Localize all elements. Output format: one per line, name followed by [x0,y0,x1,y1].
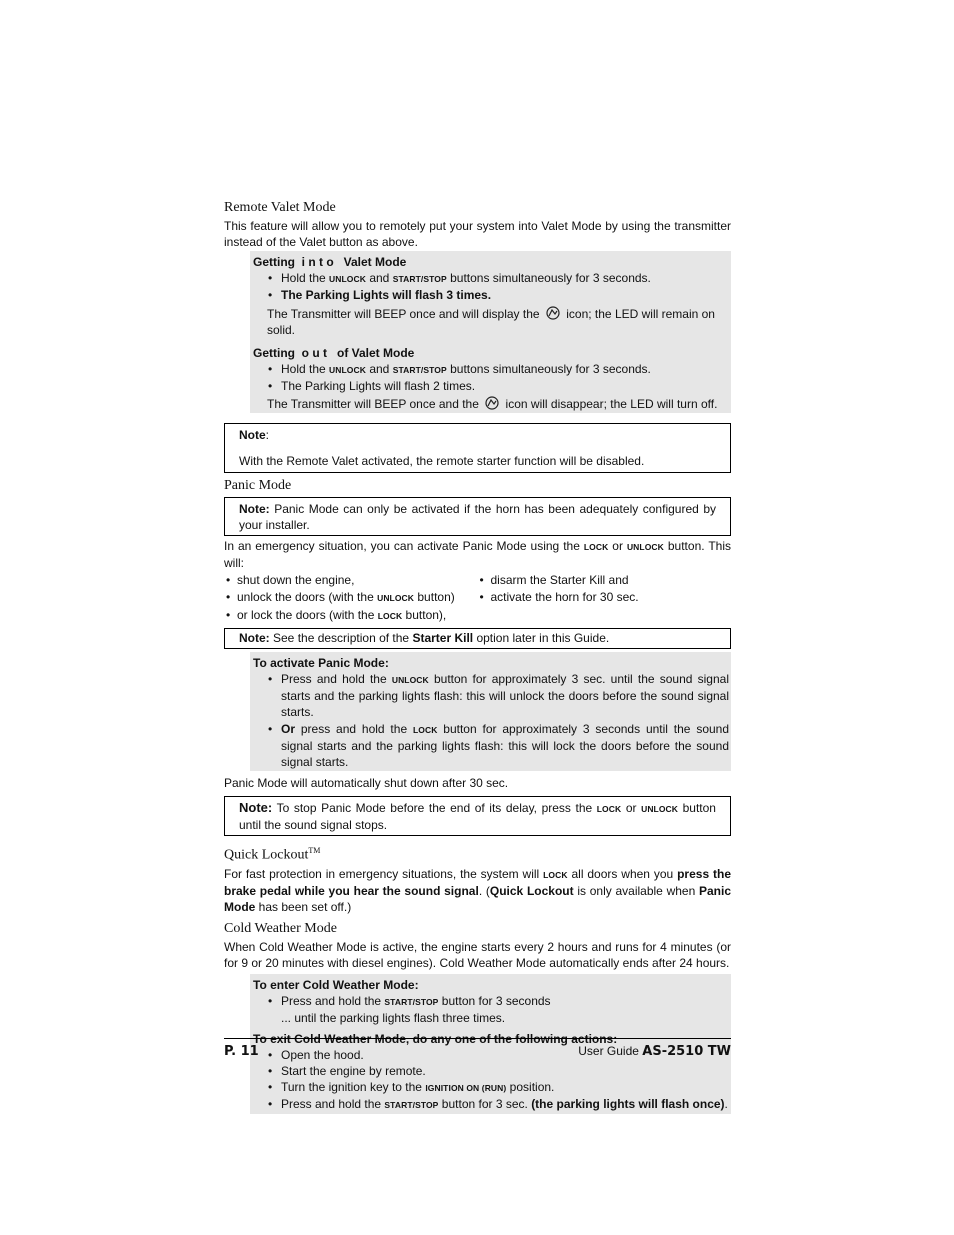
cold-weather-intro: When Cold Weather Mode is active, the engine starts every 2 hours and runs for 4 minutes (or for 9 or 20 minutes with diesel engines). Cold Weather Mode automatically ends after 24 hours. [224,939,731,970]
list-item: • Hold the UNLOCK and START/STOP buttons simultaneously for 3 seconds. [281,270,729,287]
list-item: • disarm the Starter Kill and [491,572,732,588]
activate-panic-title: To activate Panic Mode: [253,656,389,670]
remote-valet-intro: This feature will allow you to remotely put your system into Valet Mode by using the transmitter instead of the Valet button as above. [224,219,731,249]
panic-auto-shutdown: Panic Mode will automatically shut down after 30 sec. [224,776,509,790]
getting-into-list [253,270,729,303]
panic-effects [224,572,731,624]
list-item: • Hold the UNLOCK and START/STOP buttons simultaneously for 3 seconds. [281,361,729,378]
getting-out-list [253,361,729,394]
list-item: • Open the hood. [281,1047,729,1063]
footer-guide: User Guide AS-2510 TW [578,1044,731,1059]
valet-icon [545,306,561,320]
list-item: • Press and hold the START/STOP button for 3 seconds [281,993,729,1010]
page-footer [224,1038,731,1059]
list-item: • Press and hold the START/STOP button for 3 sec. (the parking lights will flash once). [281,1096,729,1113]
exit-cold-title: To exit Cold Weather Mode, do any one of the following actions: [253,1031,618,1046]
enter-cold-continuation: ... until the parking lights flash three times. [281,1010,506,1025]
list-item: • The Parking Lights will flash 2 times. [281,378,729,394]
quick-lockout-text: For fast protection in emergency situations, the system will LOCK all doors when you press the brake pedal while you hear the sound signal. (Quick Lockout is only available when Panic Mode has been set off.) [224,866,732,914]
getting-out-result: The Transmitter will BEEP once and the icon will disappear; the LED will turn off. [267,397,718,411]
list-item: • unlock the doors (with the UNLOCK button) [237,589,478,606]
list-item: • shut down the engine, [237,572,478,588]
getting-out-title: Getting o u t of Valet Mode [253,346,415,360]
panic-heading: Panic Mode [224,478,292,493]
quick-lockout-heading: Quick Lockout™ [224,846,321,863]
list-item: • Turn the ignition key to the IGNITION ON (RUN) position. [281,1079,729,1096]
page-content [224,195,731,1114]
list-item: • or lock the doors (with the LOCK button), [237,607,478,624]
panic-note-stop: Note: To stop Panic Mode before the end of its delay, press the LOCK or UNLOCK button until the sound signal stops. [224,796,731,836]
getting-into-title: Getting i n t o Valet Mode [253,255,407,269]
getting-into-result: The Transmitter will BEEP once and will display the icon; the LED will remain on solid. [267,307,715,337]
list-item: • Start the engine by remote. [281,1063,729,1079]
remote-valet-heading: Remote Valet Mode [224,200,336,215]
list-item: • The Parking Lights will flash 3 times. [281,287,729,303]
panic-note-horn: Note: Panic Mode can only be activated if the horn has been adequately configured by your installer. [224,497,731,536]
page-number: P. 11 [224,1044,259,1059]
model-name: AS-2510 TW [642,1044,731,1059]
list-item: • activate the horn for 30 sec. [491,589,732,605]
valet-icon [484,396,500,410]
valet-instructions-panel [250,251,731,413]
list-item: • Or press and hold the LOCK button for approximately 3 seconds until the sound signal starts and the parking lights flash: this will lock the doors before the sound signal starts. [281,721,729,770]
panic-note-starter-kill: Note: See the description of the Starter Kill option later in this Guide. [224,628,731,649]
cold-weather-heading: Cold Weather Mode [224,920,337,936]
panic-activate-panel [250,652,731,771]
enter-cold-title: To enter Cold Weather Mode: [253,977,419,992]
remote-valet-note: Note: With the Remote Valet activated, the remote starter function will be disabled. [224,423,731,473]
list-item: • Press and hold the UNLOCK button for approximately 3 sec. until the sound signal starts and the parking lights flash: this will unlock the doors before the sound signal starts. [281,671,729,720]
panic-intro: In an emergency situation, you can activate Panic Mode using the LOCK or UNLOCK button. This will: [224,539,731,570]
